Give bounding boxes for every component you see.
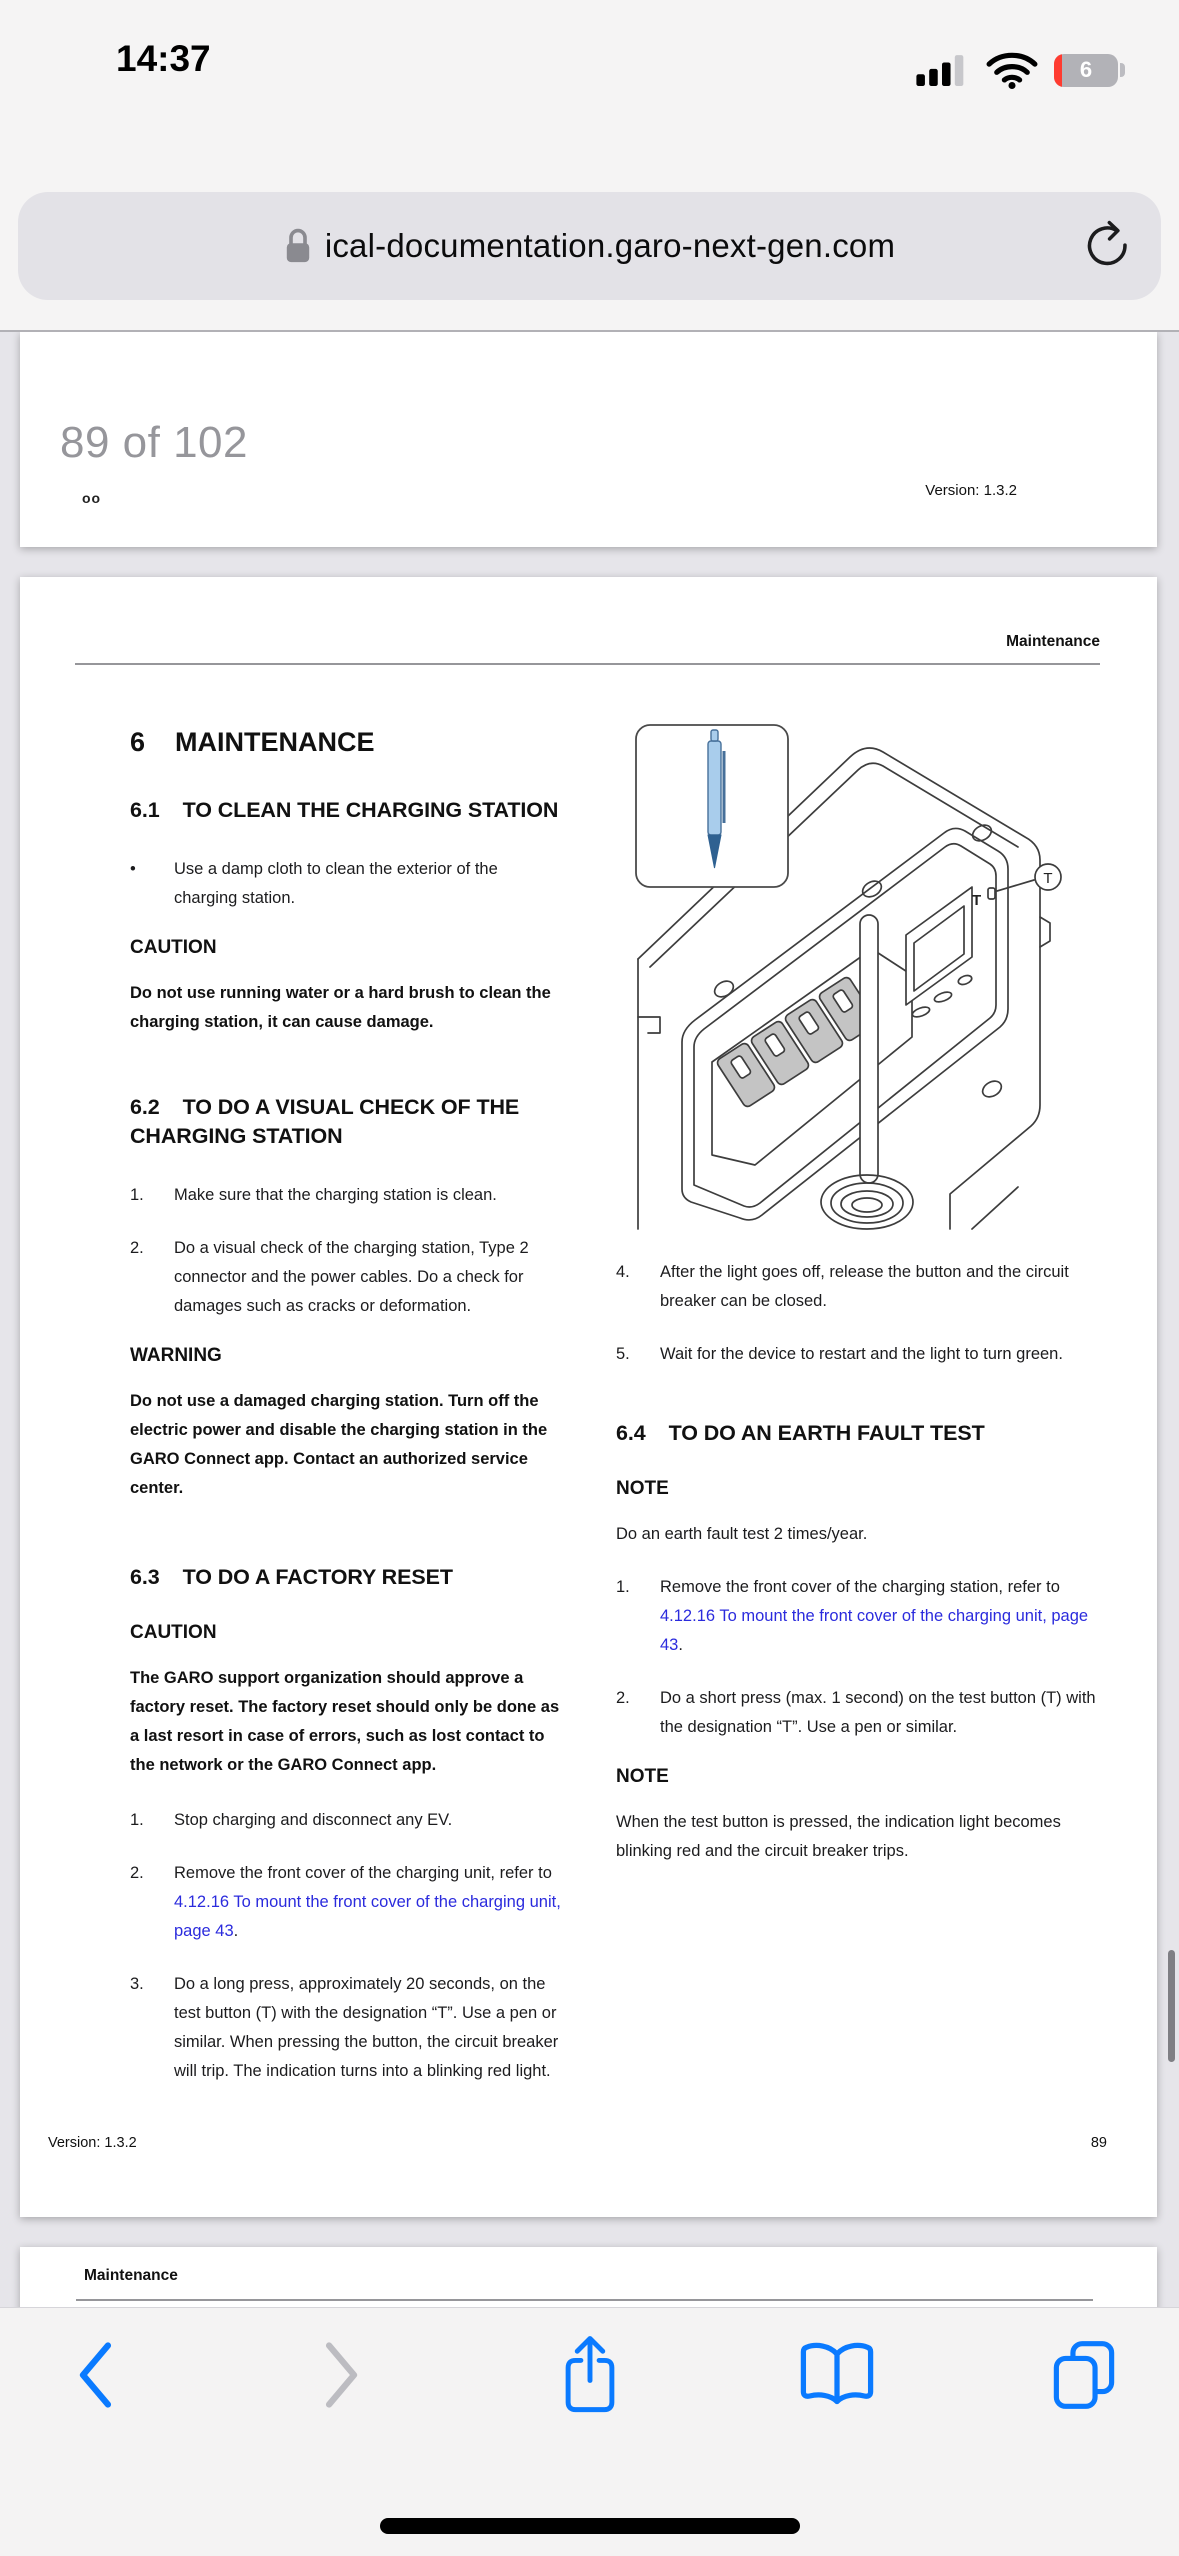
home-indicator[interactable] <box>380 2518 800 2534</box>
caution-text: The GARO support organization should approve a factory reset. The factory reset should only be done as a last resort in case of errors, such as lost contact to the network or the GARO Connect app. <box>130 1669 560 1775</box>
status-icons <box>914 50 1125 90</box>
page-count-indicator: 89 of 102 <box>60 418 248 467</box>
share-button[interactable] <box>535 2330 645 2420</box>
page-footer <box>48 2135 1107 2151</box>
pdf-viewport[interactable] <box>0 332 1179 2308</box>
caution-text: Do not use running water or a hard brush to clean the charging station, it can cause damage. <box>130 984 551 1032</box>
list-item: 2. Remove the front cover of the charging unit, refer to 4.12.16 To mount the front cover of the charging unit, page 43. <box>130 1864 561 1941</box>
back-button[interactable] <box>40 2330 150 2420</box>
status-time: 14:37 <box>116 38 211 79</box>
forward-chevron-icon <box>318 2337 366 2413</box>
list-item: 3. Do a long press, approximately 20 seconds, on the test button (T) with the designation “T”. Use a pen or similar. When pressing the button, the circuit breaker will trip. The indication turns into a blinking red light. <box>130 1975 559 2081</box>
cellular-signal-icon <box>914 54 970 86</box>
back-chevron-icon <box>71 2337 119 2413</box>
right-column <box>616 703 1109 2110</box>
list-item: 2. Do a visual check of the charging station, Type 2 connector and the power cables. Do a check for damages such as cracks or deformation. <box>130 1239 529 1316</box>
pdf-page-90 <box>20 2247 1157 2308</box>
wifi-icon <box>985 50 1039 90</box>
list-item: 1. Make sure that the charging station is clean. <box>130 1186 497 1205</box>
refresh-button[interactable] <box>1081 219 1133 274</box>
header-rule <box>75 663 1100 665</box>
list-item: 4. After the light goes off, release the button and the circuit breaker can be closed. <box>616 1263 1069 1310</box>
tabs-icon <box>1049 2336 1119 2414</box>
test-button-label: T <box>972 892 982 909</box>
section-6-2-heading: 6.2 TO DO A VISUAL CHECK OF THE CHARGING STATION <box>130 1095 520 1149</box>
cross-reference-link[interactable]: 4.12.16 To mount the front cover of the charging unit, page 43 <box>660 1607 1089 1655</box>
bullet-marker: • <box>130 860 136 879</box>
header-rule <box>76 2299 1093 2301</box>
book-icon <box>795 2339 879 2411</box>
footer-version: Version: 1.3.2 <box>48 2135 137 2151</box>
section-6-heading: 6 MAINTENANCE <box>130 727 375 757</box>
warning-text: Do not use a damaged charging station. Turn off the electric power and disable the charging station in the GARO Connect app. Contact an authorized service center. <box>130 1392 548 1498</box>
left-column <box>130 703 562 2110</box>
note-text: When the test button is pressed, the indication light becomes blinking red and the circuit breaker trips. <box>616 1813 1061 1861</box>
pen-inset <box>636 725 788 887</box>
url-text: ical-documentation.garo-next-gen.com <box>324 227 896 264</box>
section-6-3-heading: 6.3 TO DO A FACTORY RESET <box>130 1565 453 1590</box>
charging-station-illustration <box>620 717 1090 1232</box>
list-item: 1. Stop charging and disconnect any EV. <box>130 1811 453 1830</box>
list-item: • Use a damp cloth to clean the exterior of the charging station. <box>130 855 562 913</box>
battery-cap <box>1120 63 1125 77</box>
warning-label: WARNING <box>130 1345 222 1367</box>
battery-fill <box>1054 54 1062 87</box>
footer-page-number: 89 <box>1090 2135 1107 2151</box>
prev-page-footer: Version: 1.3.2 <box>925 482 1017 499</box>
pdf-page-88 <box>20 332 1157 547</box>
note-label: NOTE <box>616 1478 669 1500</box>
list-item: 1. Remove the front cover of the charging station, refer to 4.12.16 To mount the front cover of the charging unit, page 43. <box>616 1578 1089 1655</box>
battery-indicator <box>1054 54 1125 87</box>
lock-icon <box>284 227 312 265</box>
pdf-page-89 <box>20 577 1157 2217</box>
list-item: 5. Wait for the device to restart and the light to turn green. <box>616 1345 1063 1363</box>
battery-percent: 6 <box>1079 57 1093 82</box>
section-6-1-heading: 6.1 TO CLEAN THE CHARGING STATION <box>130 798 559 822</box>
prev-page-fragment: oo <box>82 490 102 506</box>
running-header: Maintenance <box>84 2267 178 2284</box>
caution-label: CAUTION <box>130 1622 217 1644</box>
scrollbar-thumb[interactable] <box>1168 1950 1175 2062</box>
caution-label: CAUTION <box>130 937 217 959</box>
safari-top-chrome <box>0 0 1179 332</box>
running-header: Maintenance <box>1006 633 1100 650</box>
note-text: Do an earth fault test 2 times/year. <box>616 1525 868 1544</box>
share-icon <box>559 2333 621 2417</box>
url-field[interactable] <box>18 192 1161 300</box>
section-6-4-heading: 6.4 TO DO AN EARTH FAULT TEST <box>616 1421 985 1445</box>
callout-t-label: T <box>1043 870 1053 887</box>
list-item: 2. Do a short press (max. 1 second) on the test button (T) with the designation “T”. Use a pen or similar. <box>616 1689 1096 1737</box>
note-label: NOTE <box>616 1766 669 1788</box>
forward-button[interactable] <box>287 2330 397 2420</box>
safari-toolbar <box>0 2307 1179 2556</box>
cross-reference-link[interactable]: 4.12.16 To mount the front cover of the charging unit, page 43 <box>174 1893 561 1941</box>
refresh-icon <box>1081 219 1133 271</box>
tabs-button[interactable] <box>1029 2330 1139 2420</box>
bookmarks-button[interactable] <box>782 2330 892 2420</box>
